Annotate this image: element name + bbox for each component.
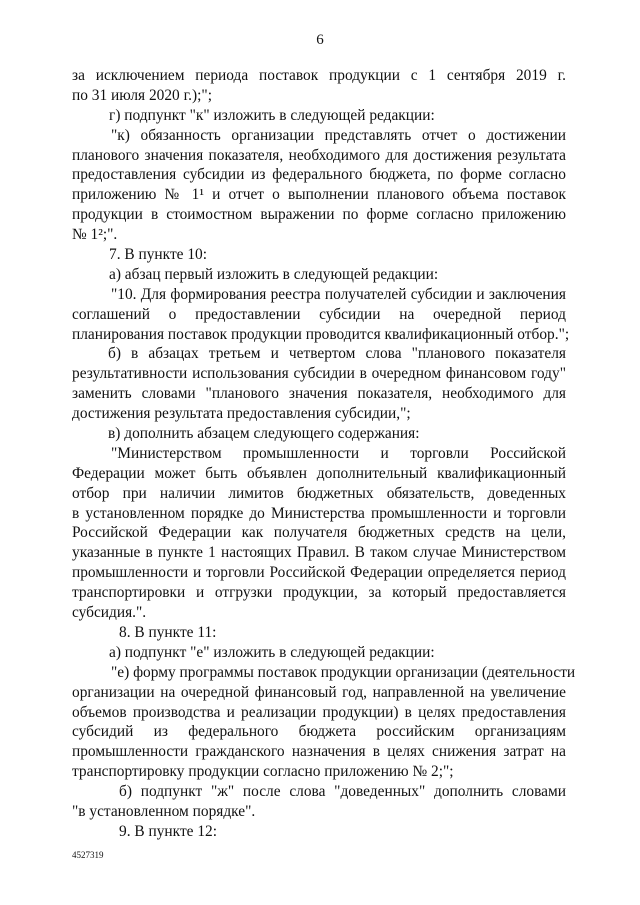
document-id: 4527319 bbox=[72, 850, 104, 860]
text-line: 7. В пункте 10: bbox=[109, 246, 208, 264]
text-line: "10. Для формирования реестра получателей субсидии и заключения bbox=[111, 285, 566, 303]
text-line: Федерации может быть объявлен дополнительный квалификационный bbox=[72, 464, 566, 482]
text-line: указанные в пункте 1 настоящих Правил. В таком случае Министерством bbox=[72, 544, 566, 562]
text-line: промышленности гражданского назначения в целях снижения затрат на bbox=[72, 743, 566, 761]
text-line: № 1²;". bbox=[72, 226, 118, 244]
text-line: г) подпункт "к" изложить в следующей редакции: bbox=[109, 106, 435, 124]
page-number: 6 bbox=[316, 32, 324, 48]
text-line: "е) форму программы поставок продукции организации (деятельности bbox=[111, 663, 576, 681]
text-line: "к) обязанность организации представлять отчет о достижении bbox=[111, 126, 566, 144]
text-line: организации на очередной финансовый год, направленной на увеличение bbox=[72, 683, 566, 701]
text-line: "Министерством промышленности и торговли Российской bbox=[111, 444, 566, 462]
text-line: в) дополнить абзацем следующего содержания: bbox=[108, 425, 420, 443]
text-line: "в установленном порядке". bbox=[72, 802, 256, 820]
text-line: отбор при наличии лимитов бюджетных обязательств, доведенных bbox=[72, 484, 566, 502]
text-line: результативности использования субсидии в очередном финансовом году" bbox=[72, 365, 566, 383]
text-line: транспортировку продукции согласно приложению № 2;"; bbox=[72, 763, 454, 781]
text-line: б) подпункт "ж" после слова "доведенных" дополнить словами bbox=[119, 783, 566, 801]
text-line: приложению № 1¹ и отчет о выполнении планового объема поставок bbox=[72, 186, 566, 204]
text-line: субсидий из федерального бюджета российским организациям bbox=[72, 723, 566, 741]
text-line: за исключением периода поставок продукции с 1 сентября 2019 г. bbox=[72, 67, 566, 84]
text-line: планирования поставок продукции проводится квалификационный отбор."; bbox=[72, 325, 570, 343]
text-line: предоставления субсидии из федерального бюджета, по форме согласно bbox=[72, 166, 566, 184]
text-line: продукции в стоимостном выражении по форме согласно приложению bbox=[72, 206, 566, 224]
text-line: в установленном порядке до Министерства промышленности и торговли bbox=[72, 504, 566, 522]
text-line: а) абзац первый изложить в следующей редакции: bbox=[109, 265, 439, 283]
text-line: транспортировки и отгрузки продукции, за который предоставляется bbox=[72, 584, 566, 602]
text-line: планового значения показателя, необходимого для достижения результата bbox=[72, 146, 566, 164]
document-body bbox=[72, 66, 576, 842]
text-line: промышленности и торговли Российской Федерации определяется период bbox=[72, 564, 566, 582]
text-line: б) в абзацах третьем и четвертом слова "планового показателя bbox=[108, 345, 566, 363]
text-line: объемов производства и реализации продукции) в целях предоставления bbox=[72, 703, 566, 721]
text-line: по 31 июля 2020 г.);"; bbox=[72, 86, 212, 104]
text-line: а) подпункт "е" изложить в следующей редакции: bbox=[109, 643, 435, 661]
text-line: заменить словами "планового значения показателя, необходимого для bbox=[72, 385, 566, 403]
text-line: 9. В пункте 12: bbox=[119, 822, 218, 840]
text-line: Российской Федерации как получателя бюджетных средств на цели, bbox=[72, 524, 566, 542]
text-line: достижения результата предоставления субсидии,"; bbox=[72, 405, 411, 423]
text-line: субсидия.". bbox=[72, 604, 147, 622]
text-line: соглашений о предоставлении субсидии на очередной период bbox=[72, 305, 566, 323]
text-line: 8. В пункте 11: bbox=[119, 623, 217, 641]
